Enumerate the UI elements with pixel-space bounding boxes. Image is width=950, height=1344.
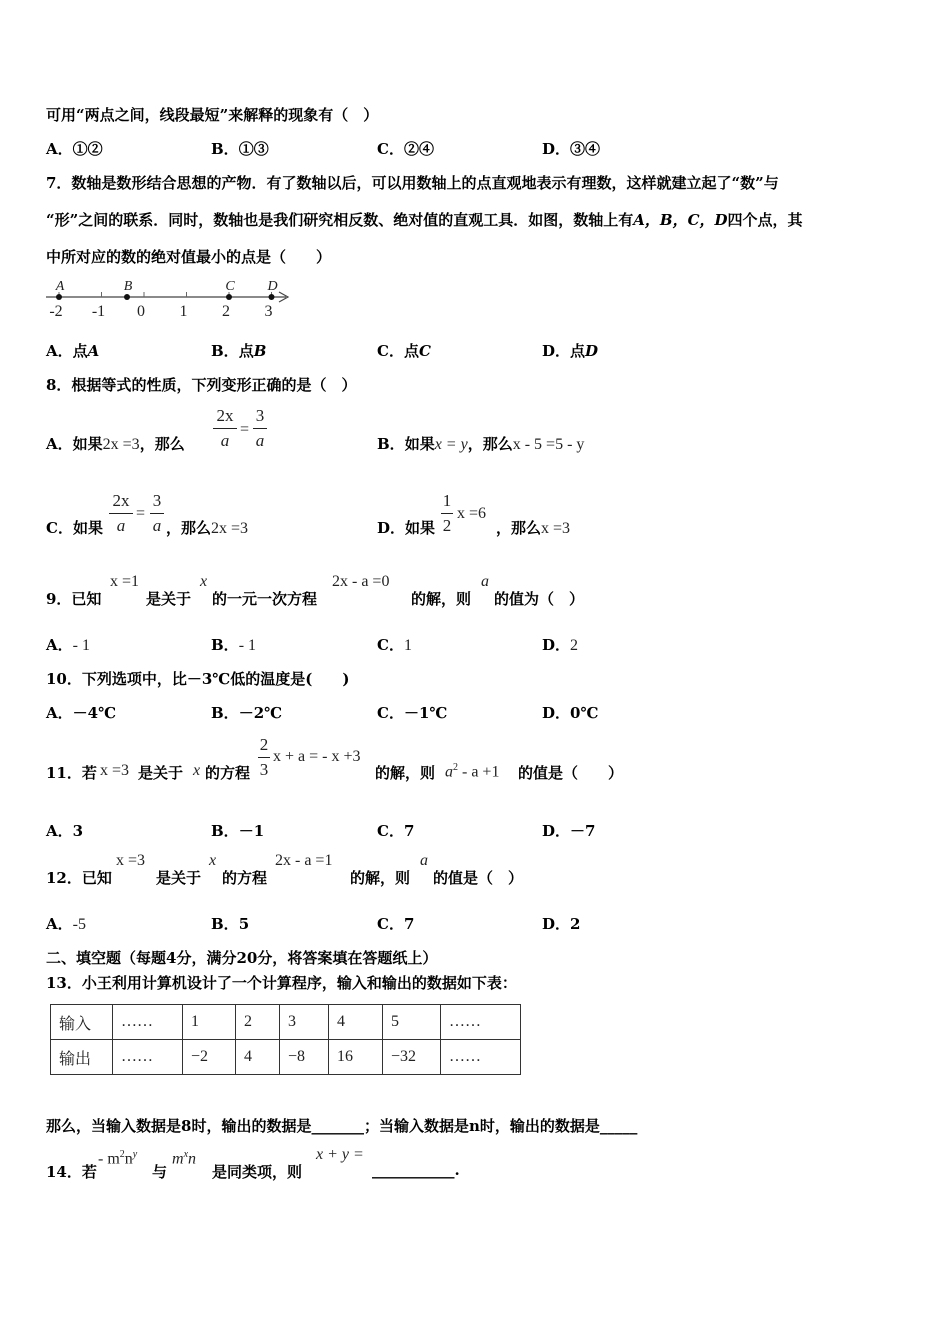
q11-var: x xyxy=(193,762,201,779)
q9-option-c: C．1 xyxy=(377,636,412,654)
q11-option-b: B．－1 xyxy=(211,822,265,840)
q11-option-c: C．7 xyxy=(377,822,415,840)
table-cell: …… xyxy=(113,1040,183,1075)
axis-point xyxy=(56,294,62,300)
table-cell: 2 xyxy=(236,1005,280,1040)
q10-option-a: A．－4℃ xyxy=(46,704,117,722)
q10-option-d: D．0℃ xyxy=(542,704,599,722)
q8c-conclusion: ，那么2x =3 xyxy=(166,519,249,537)
axis-point-label: A xyxy=(55,279,65,294)
q12-tail: 的值是（ ） xyxy=(433,869,524,887)
q12-var: x xyxy=(209,852,217,869)
q8-option-b: B．如果x = y，那么x - 5 =5 - y xyxy=(377,435,585,453)
q7-option-d: D．点D xyxy=(542,342,599,360)
table-cell: −2 xyxy=(183,1040,236,1075)
q8c-fraction-1: 2x a xyxy=(109,491,133,536)
number-line xyxy=(40,270,300,322)
axis-tick-label: -1 xyxy=(91,303,106,320)
q12-pre: 12．已知 xyxy=(46,869,112,887)
q9-tail: 的值为（ ） xyxy=(494,590,585,608)
q14-answer-blank[interactable]: ___________. xyxy=(372,1161,460,1179)
q8a-equals: = xyxy=(240,421,250,438)
q11-mid3: 的解，则 xyxy=(375,764,436,782)
axis-point-label: D xyxy=(267,279,278,294)
q9-option-d: D．2 xyxy=(542,636,579,654)
table-cell: 4 xyxy=(236,1040,280,1075)
table-cell: 5 xyxy=(383,1005,441,1040)
q7-option-b: B．点B xyxy=(211,342,267,360)
q8-option-d: D．如果 xyxy=(377,519,436,537)
q13-followup: 那么，当输入数据是8时，输出的数据是_______；当输入数据是n时，输出的数据是_____ xyxy=(46,1117,638,1135)
q12-option-b: B．5 xyxy=(211,915,250,933)
q8a-fraction-2: 3 a xyxy=(253,406,267,451)
table-cell: 1 xyxy=(183,1005,236,1040)
q12-eq1: x =3 xyxy=(116,852,146,869)
io-table xyxy=(50,1004,521,1075)
q14-term2: $m^xn$ xyxy=(172,1149,197,1168)
q8d-conclusion: ，那么x =3 xyxy=(496,519,571,537)
table-cell: …… xyxy=(441,1005,521,1040)
table-cell: …… xyxy=(113,1005,183,1040)
q7-stem-line2: “形”之间的联系．同时，数轴也是我们研究相反数、绝对值的直观工具．如图，数轴上有A，B，C，D四个点，其 xyxy=(46,211,803,229)
q12-mid3: 的解，则 xyxy=(350,869,411,887)
table-cell: −32 xyxy=(383,1040,441,1075)
q9-option-a: A．- 1 xyxy=(46,636,90,654)
axis-point xyxy=(124,294,130,300)
q8-option-a: A．如果2x =3，那么 xyxy=(46,435,185,453)
q8d-fraction: 1 2 xyxy=(442,491,452,535)
q9-mid2: 的一元一次方程 xyxy=(212,590,318,608)
q12-mid1: 是关于 xyxy=(156,869,202,887)
q11-eq2: x + a = - x +3 xyxy=(273,748,361,765)
table-cell: 16 xyxy=(329,1040,383,1075)
axis-point-label: C xyxy=(225,279,235,294)
q10-option-c: C．－1℃ xyxy=(377,704,448,722)
q14-pre: 14．若 xyxy=(46,1163,97,1181)
q11-pre: 11．若 xyxy=(46,764,97,782)
axis-tick-label: 1 xyxy=(179,303,188,320)
q6-option-b: B．①③ xyxy=(211,140,269,158)
q14-expression: x + y = xyxy=(316,1146,364,1163)
q7-stem-line3: 中所对应的数的绝对值最小的点是（ ） xyxy=(46,248,332,266)
table-cell: 3 xyxy=(280,1005,329,1040)
q12-mid2: 的方程 xyxy=(222,869,268,887)
q9-eq1: x =1 xyxy=(110,573,140,590)
q11-mid1: 是关于 xyxy=(138,764,184,782)
q8c-equals: = xyxy=(136,505,146,522)
q6-option-c: C．②④ xyxy=(377,140,434,158)
q11-option-a: A．3 xyxy=(46,822,84,840)
q9-option-b: B．- 1 xyxy=(211,636,257,654)
axis-tick-label: 2 xyxy=(222,303,230,320)
q12-option-a: A．-5 xyxy=(46,915,86,933)
q8-stem: 8．根据等式的性质，下列变形正确的是（ ） xyxy=(46,376,357,394)
q11-mid2: 的方程 xyxy=(205,764,251,782)
q10-stem: 10．下列选项中，比－3℃低的温度是( ) xyxy=(46,670,350,688)
q7-option-c: C．点C xyxy=(377,342,431,360)
q12-var2: a xyxy=(420,852,428,869)
q9-pre: 9．已知 xyxy=(46,590,102,608)
section-2-heading: 二、填空题（每题4分，满分20分，将答案填在答题纸上） xyxy=(46,949,438,967)
axis-point xyxy=(269,294,275,300)
q7-stem-line1: 7．数轴是数形结合思想的产物．有了数轴以后，可以用数轴上的点直观地表示有理数，这样就建立起了“数”与 xyxy=(46,174,779,192)
q9-var: x xyxy=(200,573,208,590)
q12-option-c: C．7 xyxy=(377,915,415,933)
q9-mid3: 的解，则 xyxy=(411,590,472,608)
q13-stem: 13．小王利用计算机设计了一个计算程序，输入和输出的数据如下表： xyxy=(46,974,517,992)
axis-tick-label: 0 xyxy=(137,303,145,320)
q7-option-a: A．点A xyxy=(46,342,100,360)
table-cell: −8 xyxy=(280,1040,329,1075)
q14-term1: - $m^2n^y$ xyxy=(98,1149,138,1168)
q8c-fraction-2: 3 a xyxy=(150,491,164,536)
q11-expression: $a^2 - a +1$ xyxy=(445,762,500,781)
q11-tail: 的值是（ ） xyxy=(518,764,624,782)
q14-mid2: 是同类项，则 xyxy=(212,1163,303,1181)
table-row-output xyxy=(51,1040,521,1075)
axis-tick-label: 3 xyxy=(264,303,273,320)
q14-mid1: 与 xyxy=(152,1163,168,1181)
q8a-fraction-1: 2x a xyxy=(213,406,237,451)
q9-var2: a xyxy=(481,573,489,590)
table-cell: 输出 xyxy=(51,1040,113,1075)
q12-eq2: 2x - a =1 xyxy=(275,852,333,869)
table-cell: 输入 xyxy=(51,1005,113,1040)
q10-option-b: B．－2℃ xyxy=(211,704,283,722)
q9-eq2: 2x - a =0 xyxy=(332,573,390,590)
q11-fraction: 2 3 xyxy=(259,735,269,779)
q8-option-c: C．如果 xyxy=(46,519,103,537)
q6-option-d: D．③④ xyxy=(542,140,601,158)
table-row-input xyxy=(51,1005,521,1040)
axis-tick-label: -2 xyxy=(49,303,63,320)
q8d-eq1: x =6 xyxy=(457,505,487,522)
q11-option-d: D．－7 xyxy=(542,822,596,840)
q6-option-a: A．①② xyxy=(46,140,103,158)
axis-point xyxy=(226,294,232,300)
q9-mid1: 是关于 xyxy=(146,590,192,608)
q11-eq1: x =3 xyxy=(100,762,130,779)
table-cell: 4 xyxy=(329,1005,383,1040)
table-cell: …… xyxy=(441,1040,521,1075)
q6-stem: 可用“两点之间，线段最短”来解释的现象有（ ） xyxy=(46,106,379,124)
q12-option-d: D．2 xyxy=(542,915,581,933)
axis-point-label: B xyxy=(123,279,133,294)
